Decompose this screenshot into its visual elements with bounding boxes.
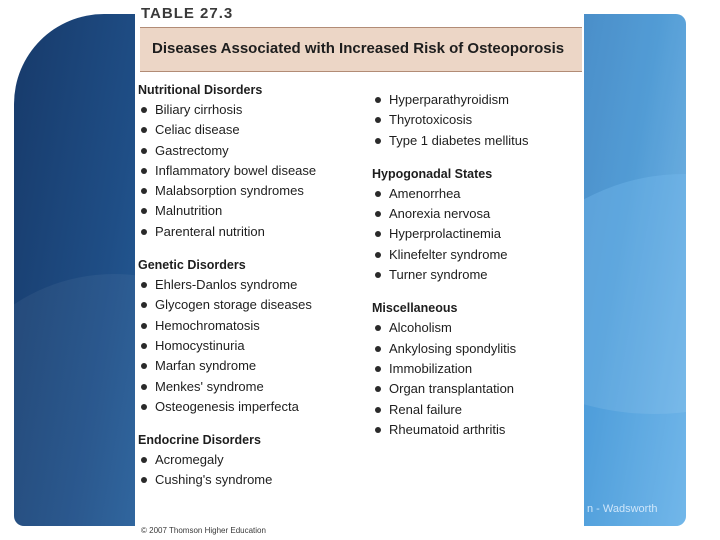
list-item: Immobilization [372, 359, 582, 379]
table-title-bar [140, 27, 582, 72]
list-item: Type 1 diabetes mellitus [372, 131, 582, 151]
section-heading: Hypogonadal States [372, 166, 493, 181]
copyright-note: © 2007 Thomson Higher Education [141, 526, 266, 535]
list-item: Rheumatoid arthritis [372, 420, 582, 440]
list-item: Organ transplantation [372, 379, 582, 399]
list-item: Hemochromatosis [138, 316, 358, 336]
list-item: Parenteral nutrition [138, 222, 358, 242]
section-heading: Endocrine Disorders [138, 433, 261, 448]
bullet-list [372, 318, 582, 440]
list-item: Malnutrition [138, 201, 358, 221]
list-item: Malabsorption syndromes [138, 181, 358, 201]
bullet-list [138, 450, 358, 491]
list-item: Klinefelter syndrome [372, 245, 582, 265]
right-column [372, 80, 582, 453]
bullet-list [372, 184, 582, 285]
table-section [138, 430, 358, 491]
table-section [138, 80, 358, 242]
table-section [372, 298, 582, 440]
list-item: Hyperparathyroidism [372, 90, 582, 110]
section-heading: Nutritional Disorders [138, 83, 263, 97]
table-label: TABLE 27.3 [141, 5, 234, 22]
list-item: Glycogen storage diseases [138, 295, 358, 315]
list-item: Thyrotoxicosis [372, 110, 582, 130]
table-section [138, 255, 358, 417]
bullet-list [138, 100, 358, 242]
table-section [372, 164, 582, 285]
list-item: Osteogenesis imperfecta [138, 397, 358, 417]
list-item: Ehlers-Danlos syndrome [138, 275, 358, 295]
table-image [135, 0, 584, 540]
section-heading: Miscellaneous [372, 301, 458, 316]
list-item: Acromegaly [138, 450, 358, 470]
list-item: Menkes' syndrome [138, 377, 358, 397]
bullet-list [138, 275, 358, 417]
list-item: Homocystinuria [138, 336, 358, 356]
section-heading: Genetic Disorders [138, 258, 246, 273]
list-item: Cushing's syndrome [138, 470, 358, 490]
list-item: Ankylosing spondylitis [372, 339, 582, 359]
list-item: Alcoholism [372, 318, 582, 338]
list-item: Gastrectomy [138, 141, 358, 161]
footer-credit: n - Wadsworth [587, 503, 658, 515]
list-item: Amenorrhea [372, 184, 582, 204]
list-item: Anorexia nervosa [372, 204, 582, 224]
table-title: Diseases Associated with Increased Risk of Osteoporosis [152, 40, 565, 57]
list-item: Celiac disease [138, 120, 358, 140]
table-section-continued [372, 90, 582, 151]
list-item: Marfan syndrome [138, 356, 358, 376]
bullet-list [372, 90, 582, 151]
list-item: Turner syndrome [372, 265, 582, 285]
left-column [138, 80, 358, 504]
list-item: Biliary cirrhosis [138, 100, 358, 120]
list-item: Inflammatory bowel disease [138, 161, 358, 181]
list-item: Hyperprolactinemia [372, 224, 582, 244]
list-item: Renal failure [372, 400, 582, 420]
